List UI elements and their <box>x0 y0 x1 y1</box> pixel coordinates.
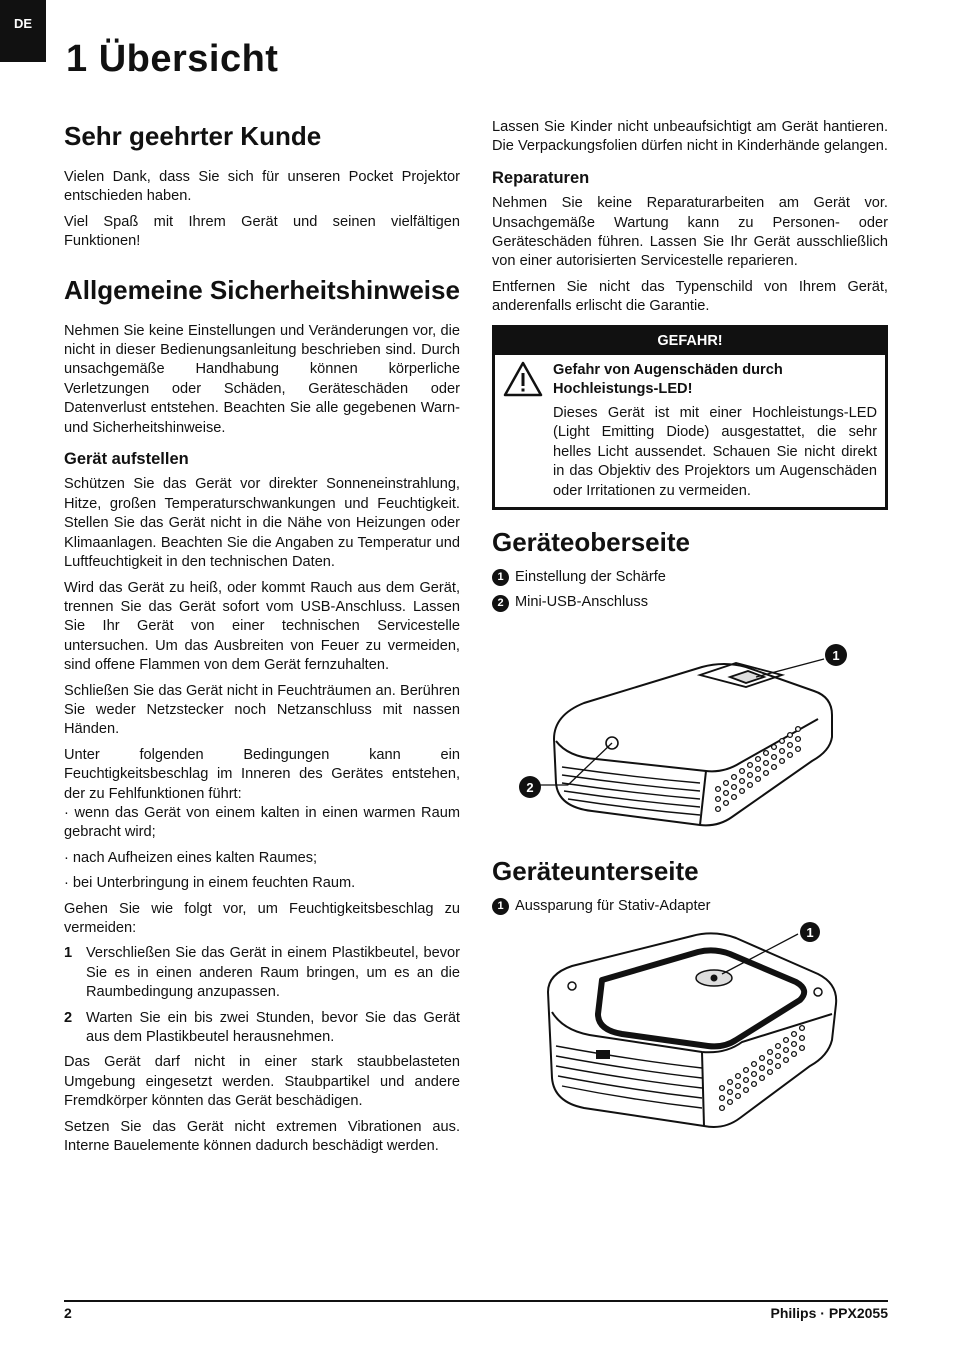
projector-bottom-illustration <box>492 922 888 1152</box>
legend-item <box>492 593 888 612</box>
projector-top-illustration <box>492 619 888 849</box>
language-tab: DE <box>0 0 46 62</box>
paragraph: Entfernen Sie nicht das Typenschild von Ihrem Gerät, anderenfalls erlischt die Garantie. <box>492 278 888 315</box>
step-text: Verschließen Sie das Gerät in einem Plastikbeutel, bevor Sie es in einen anderen Raum bringen, um es an die Raumbedingung anzupassen. <box>86 945 460 1001</box>
legend-label: Mini-USB-Anschluss <box>515 594 648 611</box>
paragraph: Unter folgenden Bedingungen kann ein Feuchtigkeitsbeschlag im Inneren des Gerätes entstehen, der zu Fehlfunktionen führt: <box>64 746 460 802</box>
paragraph: Setzen Sie das Gerät nicht extremen Vibrationen aus. Interne Bauelemente können dadurch beschädigt werden. <box>64 1118 460 1155</box>
warning-triangle-icon <box>503 361 553 501</box>
danger-body <box>495 355 885 507</box>
danger-description: Dieses Gerät ist mit einer Hochleistungs-LED (Light Emitting Diode) ausgestattet, die sehr helles Licht aussendet. Schauen Sie nicht direkt in das Objektiv des Projektors um Augenschäden oder Irritationen zu vermeiden. <box>553 404 877 499</box>
paragraph: Viel Spaß mit Ihrem Gerät und seinen vielfältigen Funktionen! <box>64 213 460 250</box>
section-title-unterseite: Geräteunterseite <box>492 855 699 886</box>
footer-divider <box>64 1300 888 1302</box>
legend-item <box>492 568 888 587</box>
legend-label: Einstellung der Schärfe <box>515 568 666 585</box>
paragraph: Nehmen Sie keine Einstellungen und Veränderungen vor, die nicht in dieser Bedienungsanleitung beschrieben sind. Durch unsachgemäße Handhabung können körperliche Verletzungen oder Schäden, Geräteschäden oder Datenverlust entstehen. Beachten Sie alle gegebenen Warn- und Sicherheitshinweise. <box>64 322 460 436</box>
number-badge: 2 <box>492 595 509 612</box>
steps-list <box>64 944 460 1047</box>
footer-brand: Philips · PPX2055 <box>770 1305 888 1321</box>
step-item <box>64 944 460 1002</box>
step-number: 1 <box>64 945 73 962</box>
subsection-title-reparaturen: Reparaturen <box>492 168 590 187</box>
section-title-kunde: Sehr geehrter Kunde <box>64 121 322 151</box>
section-title-oberseite: Geräteoberseite <box>492 526 690 557</box>
paragraph: Gehen Sie wie folgt vor, um Feuchtigkeitsbeschlag zu vermeiden: <box>64 900 460 936</box>
paragraph: Das Gerät darf nicht in einer stark staubbelasteten Umgebung eingesetzt werden. Staubpartikel und andere Fremdkörper könnten das Gerät beschädigen. <box>64 1054 460 1110</box>
left-column <box>64 118 460 1162</box>
paragraph: Lassen Sie Kinder nicht unbeaufsichtigt am Gerät hantieren. Die Verpackungsfolien dürfen nicht in Kinderhände gelangen. <box>492 119 888 155</box>
danger-header: GEFAHR! <box>495 328 885 355</box>
step-item <box>64 1009 460 1048</box>
step-text: Warten Sie ein bis zwei Stunden, bevor Sie das Gerät aus dem Plastikbeutel herausnehmen. <box>86 1009 460 1046</box>
legend-item <box>492 897 888 916</box>
paragraph: Schließen Sie das Gerät nicht in Feuchträumen an. Berühren Sie weder Netzstecker noch Netzanschluss mit nassen Händen. <box>64 682 460 738</box>
legend-label: Aussparung für Stativ-Adapter <box>515 897 711 914</box>
callout-number: 1 <box>806 925 814 941</box>
page-title: 1 Übersicht <box>66 38 279 80</box>
subsection-title-aufstellen: Gerät aufstellen <box>64 450 189 469</box>
bullet-item: · wenn das Gerät von einem kalten in einen warmen Raum gebracht wird; <box>64 804 460 841</box>
danger-box <box>492 325 888 510</box>
paragraph: Nehmen Sie keine Reparaturarbeiten am Gerät vor. Unsachgemäße Wartung kann zu Personen- oder Geräteschäden führen. Lassen Sie Ihr Gerät ausschließlich von einer autorisierten Servicestelle reparieren. <box>492 195 888 270</box>
section-title-sicherheit: Allgemeine Sicherheitshinweise <box>64 274 460 305</box>
paragraph: Wird das Gerät zu heiß, oder kommt Rauch aus dem Gerät, trennen Sie das Gerät sofort vom USB-Anschluss. Lassen Sie Ihr Gerät von einer technischen Servicestelle untersuchen. Um das Ausbreiten von Feuer zu vermeiden, sind offene Flammen von dem Gerät fernzuhalten. <box>64 579 460 674</box>
number-badge: 1 <box>492 569 509 586</box>
bullet-item: · bei Unterbringung in einem feuchten Raum. <box>64 875 356 892</box>
danger-title: Gefahr von Augenschäden durch Hochleistungs-LED! <box>553 362 783 398</box>
callout-number: 2 <box>526 779 534 795</box>
paragraph: Schützen Sie das Gerät vor direkter Sonneneinstrahlung, Hitze, großen Temperaturschwankungen und Feuchtigkeit. Stellen Sie das Gerät nicht in die Nähe von Heizungen oder Klimaanlagen. Beachten Sie die Angaben zu Temperatur und Luftfeuchtigkeit in den technischen Daten. <box>64 476 460 571</box>
number-badge: 1 <box>492 898 509 915</box>
paragraph: Vielen Dank, dass Sie sich für unseren Pocket Projektor entschieden haben. <box>64 169 460 205</box>
bullet-item: · nach Aufheizen eines kalten Raumes; <box>64 849 318 866</box>
danger-text-block <box>553 361 877 501</box>
step-number: 2 <box>64 1009 73 1026</box>
callout-number: 1 <box>832 647 840 663</box>
page-number: 2 <box>64 1305 72 1321</box>
right-column <box>492 118 888 1152</box>
